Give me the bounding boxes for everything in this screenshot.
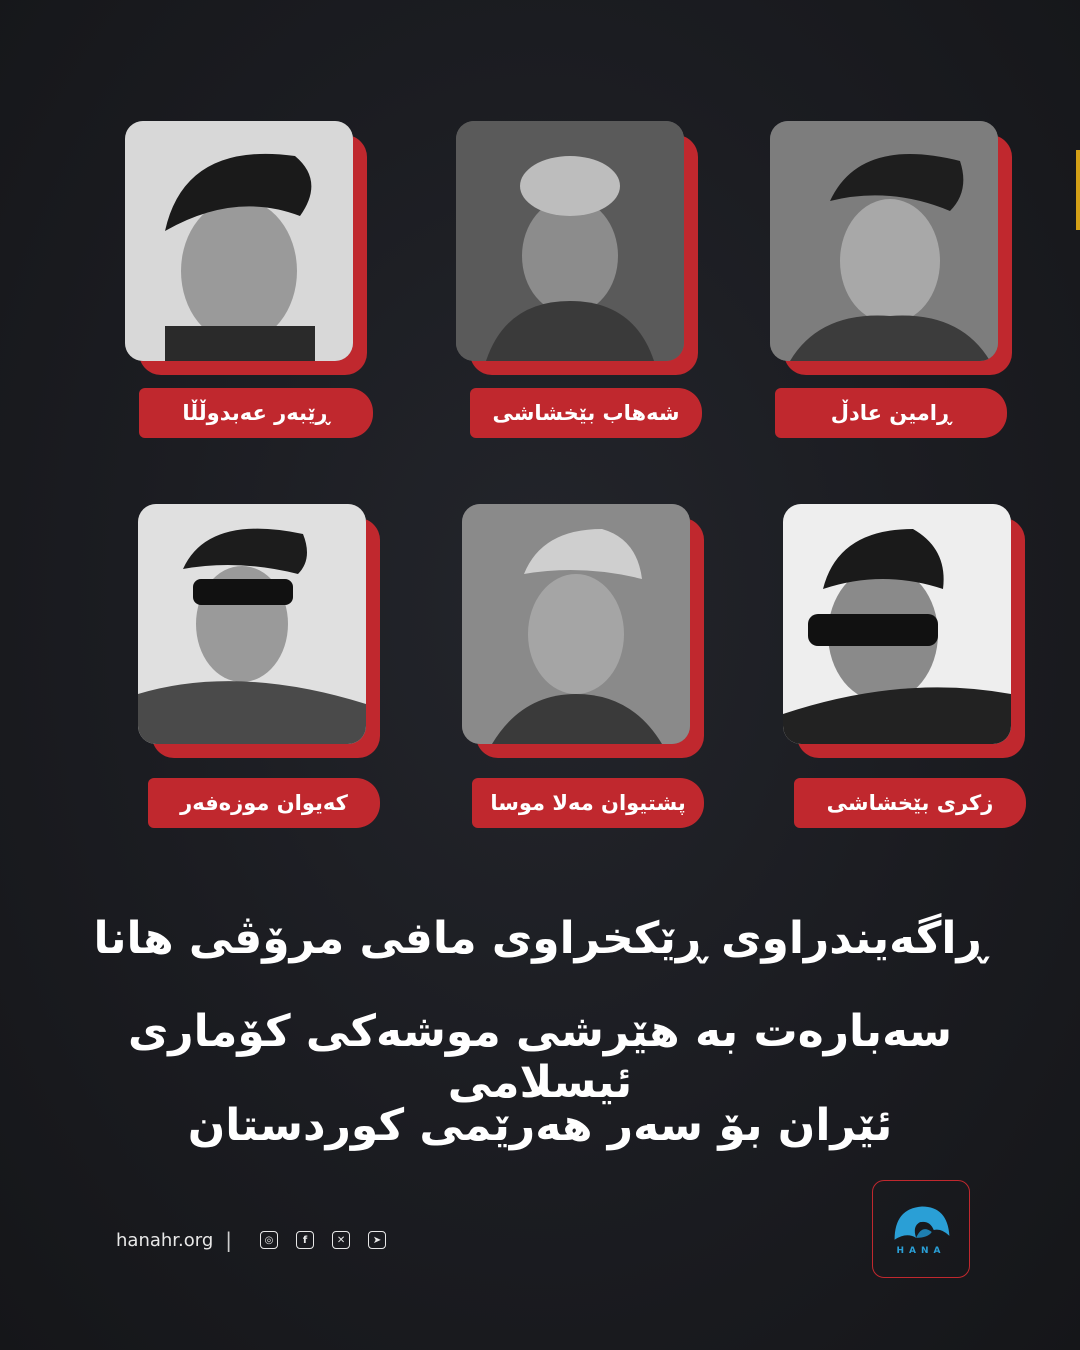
facebook-icon[interactable]: f — [296, 1231, 314, 1249]
headline-line-3: ئێران بۆ سەر هەرێمی کوردستان — [187, 1100, 893, 1151]
name-label: پشتیوان مەلا موسا — [472, 778, 704, 828]
footer-separator: | — [225, 1228, 233, 1252]
telegram-icon[interactable]: ➤ — [368, 1231, 386, 1249]
hana-logo-text: HANA — [896, 1246, 946, 1256]
name-label: زکری بێخشاشی — [794, 778, 1026, 828]
edge-accent-strip — [1076, 150, 1080, 230]
person-photo — [125, 121, 353, 361]
name-label: ڕامین عادڵ — [775, 388, 1007, 438]
headline-line-2: سەبارەت بە هێرشی موشەکی کۆماری ئیسلامی — [127, 1006, 953, 1108]
name-label: کەیوان موزەفەر — [148, 778, 380, 828]
instagram-icon[interactable]: ◎ — [260, 1231, 278, 1249]
person-photo — [462, 504, 690, 744]
hana-logo-icon — [873, 1181, 969, 1277]
footer — [116, 1228, 386, 1252]
x-icon[interactable]: ✕ — [332, 1231, 350, 1249]
website-link[interactable]: hanahr.org — [116, 1229, 214, 1251]
headline-line-1: ڕاگەیندراوی ڕێکخراوی مافی مرۆڤی هانا — [93, 913, 987, 964]
hana-logo — [872, 1180, 970, 1278]
name-label: شەهاب بێخشاشی — [470, 388, 702, 438]
person-photo — [770, 121, 998, 361]
person-photo — [783, 504, 1011, 744]
name-label: ڕێبەر عەبدوڵڵا — [139, 388, 373, 438]
person-photo — [456, 121, 684, 361]
person-photo — [138, 504, 366, 744]
